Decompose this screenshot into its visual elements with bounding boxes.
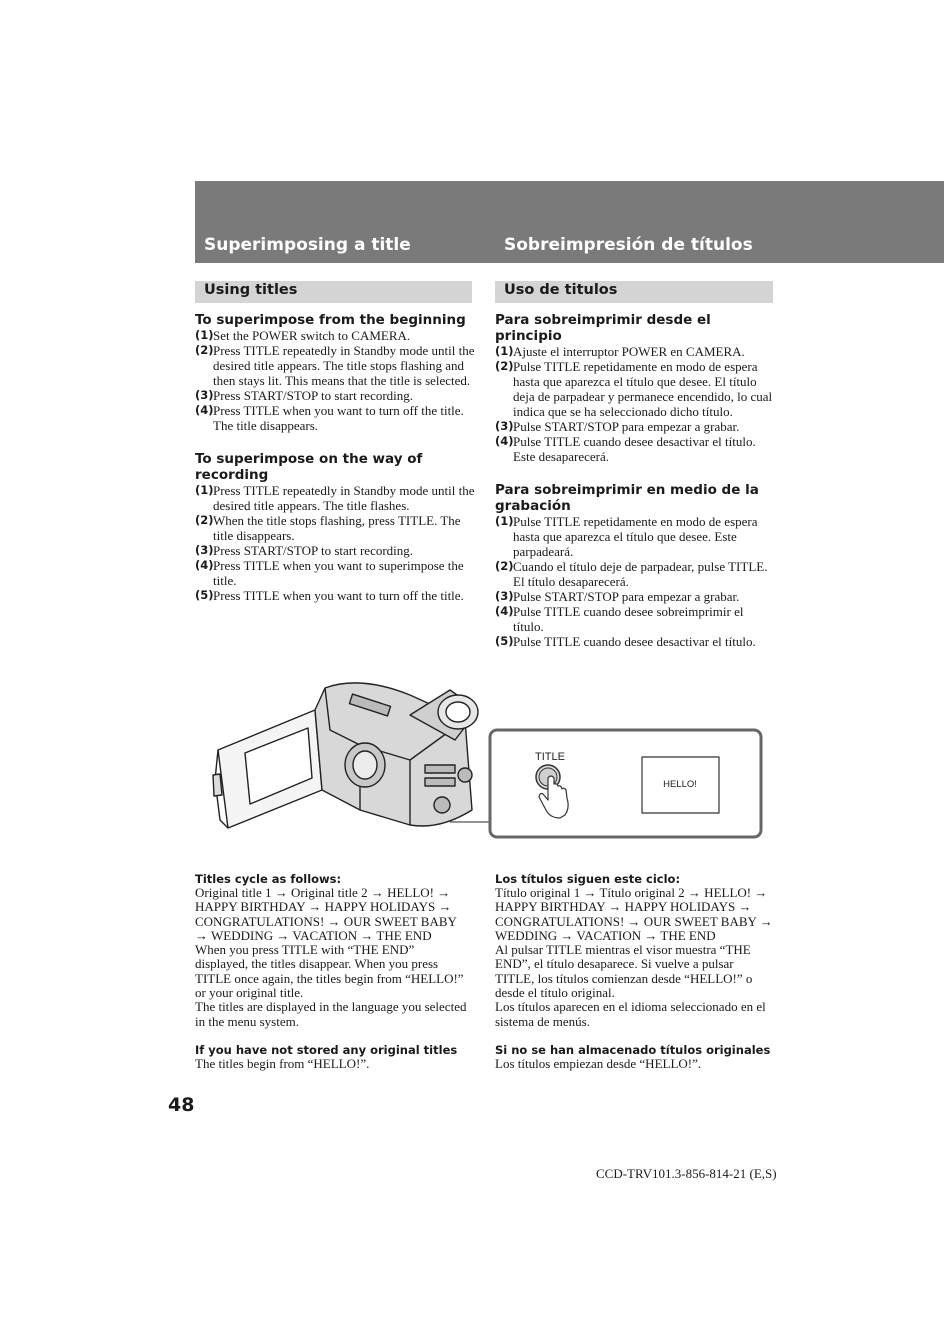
step-item: (2) Press TITLE repeatedly in Standby mode until the desired title appears. The title stops flashing and then stays lit. This means that the title is selected. xyxy=(195,343,475,388)
cycle-note-english-1: When you press TITLE with “THE END” displayed, the titles disappear. When you press TITLE once again, the titles begin from “HELLO!” or your original title. xyxy=(195,942,464,1001)
cycle-heading-spanish: Los títulos siguen este ciclo: xyxy=(495,872,681,886)
subheading-on-the-way: To superimpose on the way of recording xyxy=(195,451,423,483)
english-notes xyxy=(195,872,470,1071)
steps-desde-principio xyxy=(495,344,775,464)
page-number: 48 xyxy=(168,1094,195,1116)
nostore-heading-english: If you have not stored any original titles xyxy=(195,1042,458,1057)
english-instructions xyxy=(195,312,475,603)
step-item: (2) When the title stops flashing, press TITLE. The title disappears. xyxy=(195,513,461,543)
title-spanish: Sobreimpresión de títulos xyxy=(504,235,753,255)
section-bar-spanish xyxy=(495,281,773,303)
step-item: (3) Pulse START/STOP para empezar a grabar. xyxy=(495,589,740,604)
nostore-heading-spanish: Si no se han almacenado títulos originales xyxy=(495,1042,771,1057)
model-code: CCD-TRV101.3-856-814-21 (E,S) xyxy=(596,1166,777,1181)
step-item: (4) Pulse TITLE cuando desee desactivar el título. Este desaparecerá. xyxy=(495,434,756,464)
step-item: (5) Pulse TITLE cuando desee desactivar el título. xyxy=(495,634,756,649)
step-item: (3) Pulse START/STOP para empezar a grabar. xyxy=(495,419,740,434)
steps-on-the-way xyxy=(195,483,475,603)
step-item: (3) Press START/STOP to start recording. xyxy=(195,388,414,403)
title-english: Superimposing a title xyxy=(204,235,411,255)
subheading-desde-principio: Para sobreimprimir desde el principio xyxy=(495,312,711,344)
step-item: (4) Press TITLE when you want to superimpose the title. xyxy=(195,558,464,588)
step-item: (1) Ajuste el interruptor POWER en CAMERA. xyxy=(495,344,745,359)
camcorder-illustration xyxy=(210,670,770,845)
step-item: (1) Set the POWER switch to CAMERA. xyxy=(195,328,411,343)
nostore-text-spanish: Los títulos empiezan desde “HELLO!”. xyxy=(495,1055,702,1071)
step-item: (1) Pulse TITLE repetidamente en modo de espera hasta que aparezca el título que desee. Este parpadeará. xyxy=(495,514,758,559)
screen-hello-text: HELLO! xyxy=(663,779,697,790)
title-button-label: TITLE xyxy=(535,751,565,763)
steps-medio-grabacion xyxy=(495,514,775,649)
cycle-heading-english: Titles cycle as follows: xyxy=(195,872,342,886)
section-title-spanish: Uso de titulos xyxy=(504,282,618,298)
spanish-instructions xyxy=(495,312,775,649)
step-item: (5) Press TITLE when you want to turn off the title. xyxy=(195,588,464,603)
step-item: (2) Cuando el título deje de parpadear, pulse TITLE. El título desaparecerá. xyxy=(495,559,768,589)
cycle-note-spanish-1: Al pulsar TITLE mientras el visor muestra “THE END”, el título desaparece. Si vuelve a pulsar TITLE, los títulos comienzan desde “HELLO!” o desde el título original. xyxy=(495,942,753,1001)
cycle-note-english-2: The titles are displayed in the language you selected in the menu system. xyxy=(195,999,467,1029)
subheading-medio-grabacion: Para sobreimprimir en medio de la grabación xyxy=(495,482,759,514)
section-bar-english xyxy=(195,281,472,303)
nostore-text-english: The titles begin from “HELLO!”. xyxy=(195,1055,370,1071)
cycle-text-spanish: Título original 1 → Título original 2 → HELLO! → HAPPY BIRTHDAY → HAPPY HOLIDAYS → CONGRATULATIONS! → OUR SWEET BABY → WEDDING → VACATION → THE END xyxy=(495,885,773,943)
cycle-note-spanish-2: Los títulos aparecen en el idioma seleccionado en el sistema de menús. xyxy=(495,999,766,1029)
spanish-notes xyxy=(495,872,775,1071)
step-item: (4) Press TITLE when you want to turn off the title. The title disappears. xyxy=(195,403,464,433)
steps-from-beginning xyxy=(195,328,475,433)
section-title-english: Using titles xyxy=(204,282,298,298)
step-item: (2) Pulse TITLE repetidamente en modo de espera hasta que aparezca el título que desee. El título deja de parpadear y permanece encendido, lo cual indica que se ha seleccionado dicho título. xyxy=(495,359,773,419)
step-item: (3) Press START/STOP to start recording. xyxy=(195,543,414,558)
cycle-text-english: Original title 1 → Original title 2 → HELLO! → HAPPY BIRTHDAY → HAPPY HOLIDAYS → CONGRATULATIONS! → OUR SWEET BABY → WEDDING → VACATION → THE END xyxy=(195,885,457,943)
step-item: (1) Press TITLE repeatedly in Standby mode until the desired title appears. The title flashes. xyxy=(195,483,475,513)
step-item: (4) Pulse TITLE cuando desee sobreimprimir el título. xyxy=(495,604,744,634)
subheading-from-beginning: To superimpose from the beginning xyxy=(195,312,466,328)
